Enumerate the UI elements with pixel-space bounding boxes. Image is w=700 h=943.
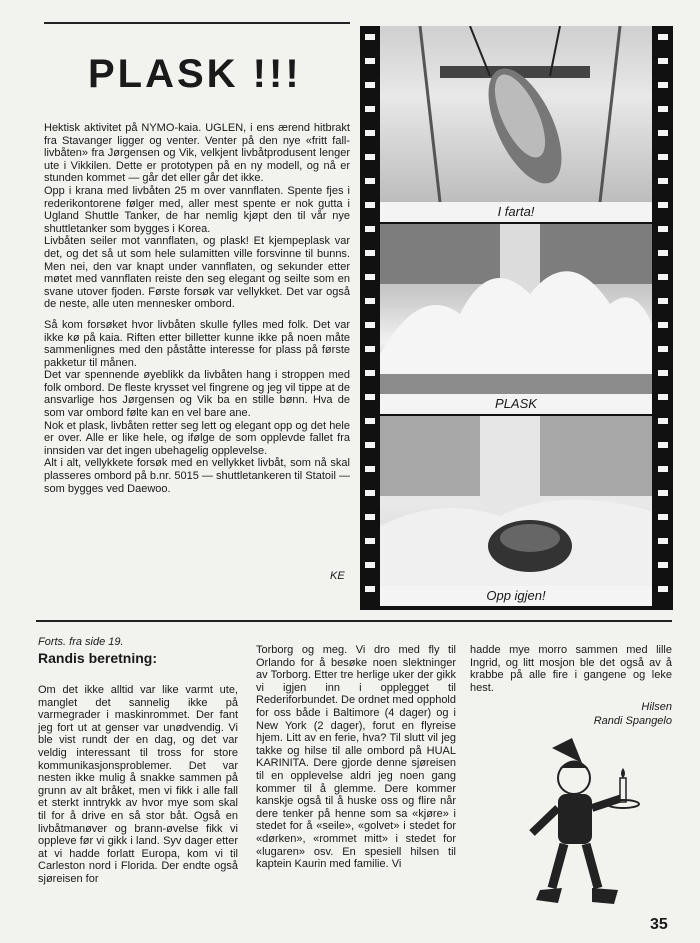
photo-lifeboat-in-crane — [380, 26, 652, 202]
film-perforations-left — [365, 26, 375, 610]
story-column-2: Torborg og meg. Vi dro med fly til Orlando for å besøke noen slektninger av Torborg. Etter tre herlige uker der gikk vi igjen inn i opplegget til Rederiforbundet. De ordnet med opphold for oss både i Baltimore (4 dager) og i New York (2 dager), forut en flyreise hjem. Litt av en ferie, hva? Til slutt vil jeg takke og hilse til alle ombord på HUAL KARINITA. Dere gjorde denne sjøreisen til en opplevelse aldri jeg noen gang kommer til å glemme. Dere kommer kanskje også til å huske oss og flire når dere tenker på henne som sa «kjøre» i stedet for å «seile», «golvet» i stedet for «dørken», «rommet mitt» i stedet for «lugaren» osv. En spesiell hilsen til kaptein Kaurin med familie. Vi — [256, 644, 456, 871]
photo-splash — [380, 224, 652, 394]
article-paragraph: Nok et plask, livbåten retter seg lett og elegant opp og det hele er over. Alle er like hele, og ifølge de som opplevde fallet fra innsiden var det ingen ubehagelig opplevelse. — [44, 419, 350, 457]
film-strip — [360, 26, 673, 610]
continued-note: Forts. fra side 19. — [38, 636, 124, 648]
story-column-3: hadde mye morro sammen med lille Ingrid, og litt mosjon ble det også av å krabbe på alle fire i gangene og leke hest. — [470, 644, 672, 694]
section-heading: Randis beretning: — [38, 650, 158, 666]
article-paragraph: Opp i krana med livbåten 25 m over vannflaten. Spente fjes i rederikontorene følger med, aller mest spente er nok gutta i Ugland Shuttle Tanker, de har nemlig kjøpt den til vår nye shuttletanker som bygges i Korea. — [44, 184, 350, 235]
film-caption: I farta! — [380, 202, 652, 222]
story-column-1: Om det ikke alltid var like varmt ute, manglet det sannelig ikke på varmegrader i maskinrommet. Der fant jeg fort ut at genser var unødvendig. Vi ble vist rundt der en dag, og det var veldig interessant til tross for store kommunikasjonsproblemer. Det var nesten ikke mulig å snakke sammen på grunn av alt bråket, men vi fikk i alle fall et sterkt inntrykk av hvor mye som skal til for å drive en så stor båt. Også en livbåtmanøver og brann-øvelse fikk vi oppleve før vi gikk i land. Syv dager etter at vi hadde forlatt Europa, kom vi til Carleston nord i Florida. Der endte også sjøreisen for — [38, 684, 238, 885]
photo-lifeboat-resurfacing — [380, 416, 652, 586]
splash-photo-illustration — [380, 224, 652, 394]
article-paragraph: Alt i alt, vellykkete forsøk med en vellykket livbåt, som nå skal plasseres ombord på b.nr. 5015 — shuttletankeren til Statoil — som bygges ved Daewoo. — [44, 457, 350, 495]
film-caption: PLASK — [380, 394, 652, 414]
crane-photo-illustration — [380, 26, 652, 202]
greeting: Hilsen — [641, 701, 672, 713]
article-body — [44, 122, 350, 495]
article-paragraph: Det var spennende øyeblikk da livbåten hang i stroppen med folk ombord. De fleste krysset vel fingrene og jeg vil tippe at de ansvarlige hos Jørgensen og Vik ba en stille bønn. Hva de som var ombord følte kan en vel bare ane. — [44, 369, 350, 420]
article-signature: KE — [330, 570, 345, 582]
top-rule — [44, 22, 350, 24]
article-paragraph: Livbåten seiler mot vannflaten, og plask! Et kjempeplask var det, og det så ut som hele sulamitten ville forsvinne til bunns. Men nei, den var knapt under vannflaten, og sekunder etter møtet med vannflaten reiste den seg elegant og seilte som en svane utover fjoden. Første forsøk var vellykket. Det var også de neste, alle uten mennesker ombord. — [44, 235, 350, 311]
article-paragraph: Hektisk aktivitet på NYMO-kaia. UGLEN, i ens ærend hitbrakt fra Stavanger ligger og venter. Venter på den nye «fritt fall-livbåten» fra Jørgensen og Vik, velkjent livbåtprodusent lenger ute i Vikkilen. Dette er prototypen på en ny modell, og nå er stunden kommet — går det eller går det ikke. — [44, 122, 350, 185]
author-name: Randi Spangelo — [593, 715, 672, 727]
page-number: 35 — [650, 916, 668, 933]
article-paragraph: Så kom forsøket hvor livbåten skulle fylles med folk. Det var ikke kø på kaia. Riften etter billetter kunne ikke på noen måte sammenlignes med den påståtte interesse for plass på første pakketur til månen. — [44, 318, 350, 369]
elf-illustration — [522, 738, 652, 918]
greeting-block — [470, 700, 672, 728]
section-divider — [36, 620, 672, 622]
film-perforations-right — [658, 26, 668, 610]
article-title: PLASK !!! — [88, 52, 302, 96]
resurfacing-photo-illustration — [380, 416, 652, 586]
film-caption: Opp igjen! — [380, 586, 652, 606]
